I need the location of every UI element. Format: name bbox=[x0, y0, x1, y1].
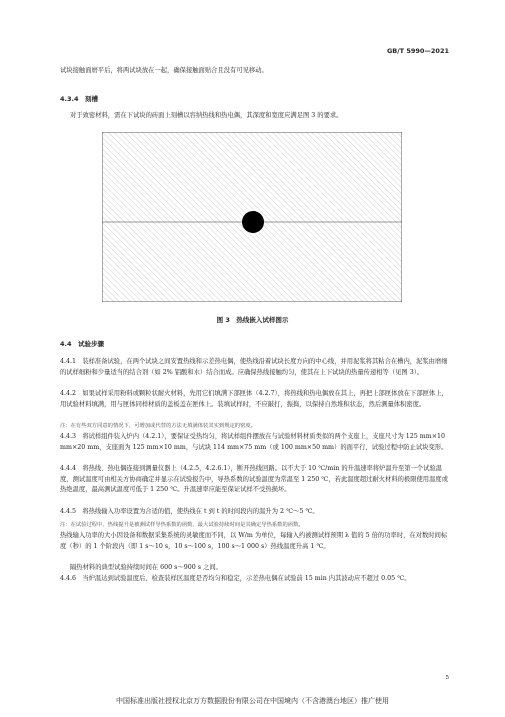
section-heading-4-4: 4.4 试验步骤 bbox=[60, 340, 105, 348]
figure-3-diagram bbox=[102, 132, 402, 302]
paragraph-power: 热线输入功率的大小因设备和数据采集系统的灵敏度而不同，以 W/m 为单位，每输入约被测试样预期 λ 值的 5 倍的功率时，在对数时间标度（秒）的 1 个阶段内（即 1 s～10 s，10 s～100 s，100 s～1 000 s）热线温度升高 1 ℃。 bbox=[60, 532, 448, 550]
hot-wire-section bbox=[242, 211, 264, 233]
footer-notice: 中国标准出版社授权北京万方数据股份有限公司在中国境内（不含港澳台地区）推广使用 bbox=[116, 697, 389, 705]
note-4-4-2: 注：在有些双方同意的情况下，可增加或代替的方法无填满体装其实到规定的密度。 bbox=[60, 423, 256, 429]
paragraph-line: 对于致密材料，需在下试块的砖面上刻槽以容纳热线和热电偶，其深度和宽度应满足图 3 的要求。 bbox=[70, 112, 343, 119]
page-number: 5 bbox=[445, 675, 449, 681]
paragraph-4-4-1: 4.4.1 装样准备试验，在两个试块之间安置热线和示差热电偶，使热线沿着试块长度方向的中心线，并用泥浆将其粘合在槽内，泥浆由磨细的试样细粉和少量适当的结合剂（如 2% 铝酸和水）结合而成。应确保热线接触均匀，使其在上下试块的热量传递相等（见图 3）。 bbox=[60, 358, 448, 376]
paragraph-4-4-3: 4.4.3 将试样组件装入炉内（4.2.1），要保证受热均匀，将试样组件摆放在与试验材料材质类似的两个支座上，支座尺寸为 125 mm×10 mm×20 mm，支座面为 125 mm×10 mm，与试块 114 mm×75 mm（或 100 mm×50 mm）的面平行，试验过程中防止试块变形。 bbox=[60, 433, 448, 451]
paragraph-line: 试块接触面磨平后，将两试块放在一起，确保接触面贴合且没有可见移动。 bbox=[60, 67, 268, 74]
standard-code: GB/T 5990—2021 bbox=[386, 47, 449, 55]
paragraph-4-4-2: 4.4.2 如果试样采用粉料或颗粒状耐火材料，先用它们填满下部匣体（4.2.7），将热线和热电偶放在其上，再把上部匣体放在下部匣体上，用试验材料填满，用与匣体同样材质的盖板盖在匣体上。装填试样时，不应敲打，振捣，以保持自然堆积状态，然后测量体积密度。 bbox=[60, 390, 448, 408]
figure-caption: 图 3 热线嵌入试样图示 bbox=[216, 316, 289, 324]
paragraph-duration: 隔热材料的典型试验持续时间在 600 s～900 s 之间。 bbox=[70, 564, 222, 571]
note-4-4-5: 注：在试验过程中，热线提升是被测试样导热系数的函数，最大试验持续时间是其确定导热系数的函数。 bbox=[60, 522, 304, 528]
paragraph-4-4-6: 4.4.6 当炉温达到试验温度后，检查装样区温度是否均匀和稳定，示差热电偶在试验前 15 min 内其波动应不超过 0.05 ℃。 bbox=[60, 575, 411, 582]
paragraph-4-4-4: 4.4.4 将热线、热电偶连接到测量仪器上（4.2.5，4.2.6.1），断开热线回路。以不大于 10 ℃/min 的升温速率将炉温升至第一个试验温度，测试温度可由相关方协商确定并显示在试验报告中，导热系数的试验温度为常温至 1 250 ℃，若此温度超过耐火材料的极限使用温度或热绝温度，最高测试温度可低于 1 250 ℃。升温速率应能至保证试样不受热损坏。 bbox=[60, 465, 448, 494]
section-heading-4-3-4: 4.3.4 刻槽 bbox=[60, 95, 99, 103]
paragraph-4-4-5: 4.4.5 将热线输入功率设置为合适的值，使热线在 t 到 t 的时间段内的温升为 2 ℃～5 ℃。 bbox=[60, 508, 319, 515]
